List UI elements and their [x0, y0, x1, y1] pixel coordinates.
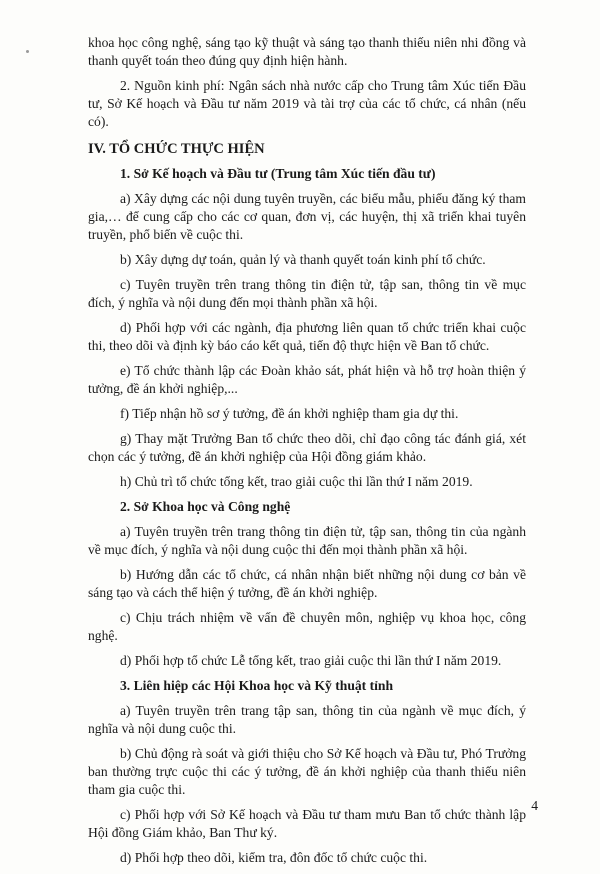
list-item: h) Chủ trì tổ chức tổng kết, trao giải cuộc thi lần thứ I năm 2019.: [120, 474, 473, 489]
list-item: c) Chịu trách nhiệm về vấn đề chuyên môn, nghiệp vụ khoa học, công nghệ.: [88, 610, 526, 643]
subsection-heading-1: 1. Sở Kế hoạch và Đầu tư (Trung tâm Xúc tiến đầu tư): [120, 166, 436, 181]
section-heading-iv: IV. TỔ CHỨC THỰC HIỆN: [88, 141, 265, 157]
list-item: d) Phối hợp theo dõi, kiểm tra, đôn đốc tổ chức cuộc thi.: [120, 850, 428, 865]
paragraph-continuation: khoa học công nghệ, sáng tạo kỹ thuật và sáng tạo thanh thiếu niên nhi đồng và thanh quyết toán theo đúng quy định hiện hành.: [88, 35, 526, 68]
subsection-heading-2: 2. Sở Khoa học và Công nghệ: [120, 499, 291, 514]
list-item: c) Phối hợp với Sở Kế hoạch và Đầu tư tham mưu Ban tổ chức thành lập Hội đồng Giám khảo, Ban Thư ký.: [88, 807, 526, 840]
list-item: a) Tuyên truyền trên trang thông tin điện tử, tập san, thông tin của ngành về mục đích, ý nghĩa và nội dung cuộc thi đến mọi thành phần xã hội.: [88, 524, 526, 557]
list-item: b) Xây dựng dự toán, quản lý và thanh quyết toán kinh phí tổ chức.: [120, 252, 486, 267]
scan-speck: [26, 50, 29, 53]
list-item: c) Tuyên truyền trên trang thông tin điện tử, tập san, thông tin về mục đích, ý nghĩa và nội dung đến mọi thành phần xã hội.: [88, 277, 526, 310]
list-item: a) Tuyên truyền trên trang tập san, thông tin của ngành về mục đích, ý nghĩa và nội dung cuộc thi.: [88, 703, 526, 736]
list-item: f) Tiếp nhận hồ sơ ý tưởng, đề án khởi nghiệp tham gia dự thi.: [120, 406, 459, 421]
list-item: g) Thay mặt Trưởng Ban tổ chức theo dõi, chỉ đạo công tác đánh giá, xét chọn các ý tưởng, đề án khởi nghiệp của Hội đồng giám khảo.: [88, 431, 526, 464]
subsection-heading-3: 3. Liên hiệp các Hội Khoa học và Kỹ thuật tỉnh: [120, 678, 394, 693]
list-item: b) Hướng dẫn các tổ chức, cá nhân nhận biết những nội dung cơ bản về sáng tạo và cách thể hiện ý tưởng, đề án khởi nghiệp.: [88, 567, 526, 600]
list-item: e) Tổ chức thành lập các Đoàn khảo sát, phát hiện và hỗ trợ hoàn thiện ý tưởng, đề án khởi nghiệp,...: [88, 363, 526, 396]
list-item: d) Phối hợp với các ngành, địa phương liên quan tổ chức triển khai cuộc thi, theo dõi và định kỳ báo cáo kết quả, tiến độ thực hiện về Ban tổ chức.: [88, 320, 526, 353]
list-item: d) Phối hợp tổ chức Lễ tổng kết, trao giải cuộc thi lần thứ I năm 2019.: [120, 653, 502, 668]
document-body: [88, 34, 526, 874]
list-item: b) Chủ động rà soát và giới thiệu cho Sở Kế hoạch và Đầu tư, Phó Trưởng ban thường trực cuộc thi các ý tưởng, đề án khởi nghiệp của thanh thiếu niên tham gia cuộc thi.: [88, 746, 526, 797]
paragraph-funding: 2. Nguồn kinh phí: Ngân sách nhà nước cấp cho Trung tâm Xúc tiến Đầu tư, Sở Kế hoạch và Đầu tư năm 2019 và tài trợ của các tổ chức, cá nhân (nếu có).: [88, 78, 526, 129]
list-item: a) Xây dựng các nội dung tuyên truyền, các biểu mẫu, phiếu đăng ký tham gia,… để cung cấp cho các cơ quan, đơn vị, các huyện, thị xã triển khai tuyên truyền, phổ biến về cuộc thi.: [88, 191, 526, 242]
page-number: 4: [531, 798, 538, 813]
